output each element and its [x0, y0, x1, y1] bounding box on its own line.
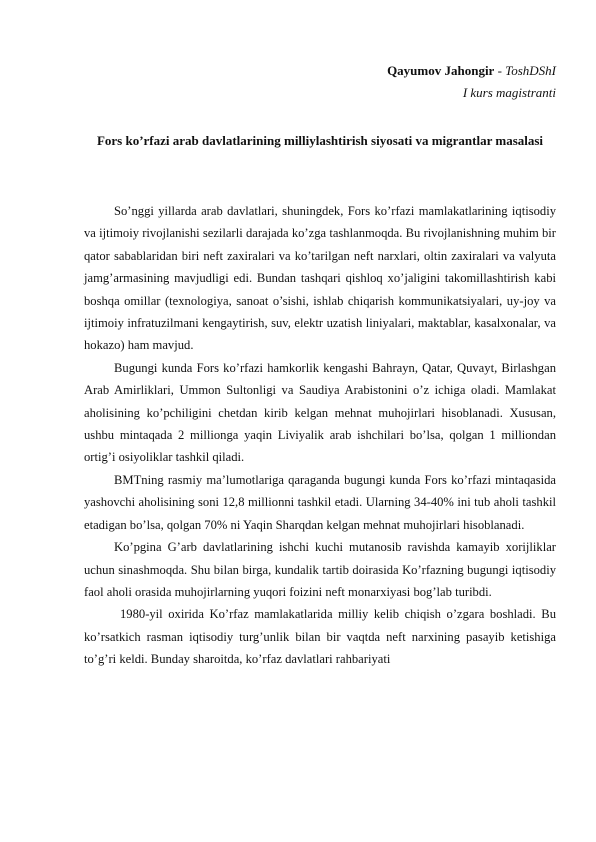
author-institution: ToshDShI	[505, 63, 556, 78]
document-body	[84, 200, 556, 671]
paragraph: Ko’pgina G’arb davlatlarining ishchi kuchi mutanosib ravishda kamayib xorijliklar uchun sinashmoqda. Shu bilan birga, kundalik tartib doirasida Ko’rfazning bugungi iqtisodiy faol aholi orasida muhojirlarning yuqori foizini neft monarxiyasi bog’lab turibdi.	[84, 540, 556, 599]
document-title: Fors ko’rfazi arab davlatlarining milliylashtirish siyosati va migrantlar masalasi	[96, 133, 544, 148]
author-name: Qayumov Jahongir	[387, 63, 495, 78]
paragraph: So’nggi yillarda arab davlatlari, shuningdek, Fors ko’rfazi mamlakatlarining iqtisodiy va ijtimoiy rivojlanishi sezilarli darajada ko’zga tashlanmoqda. Bu rivojlanishning muhim bir qator sabablaridan biri neft zaxiralari va ko’tarilgan neft narxlari, oltin zaxiralari va valyuta jamg’armasining mavjudligi edi. Bundan tashqari qishloq xo’jaligini takomillashtirish kabi boshqa omillar (texnologiya, sanoat o’sishi, ishlab chiqarish kommunikatsiyalari, uy-joy va ijtimoiy infratuzilmani kengaytirish, suv, elektr uzatish liniyalari, maktablar, kasalxonalar, va hokazo) ham mavjud.	[84, 204, 556, 353]
author-line	[387, 60, 556, 82]
paragraph: Bugungi kunda Fors ko’rfazi hamkorlik kengashi Bahrayn, Qatar, Quvayt, Birlashgan Arab Amirliklari, Ummon Sultonligi va Saudiya Arabistonini o’z ichiga oladi. Mamlakat aholisining ko’pchiligini chetdan kirib kelgan mehnat muhojirlari hisoblanadi. Xususan, ushbu mintaqada 2 millionga yaqin Liviyalik arab ishchilari bo’lsa, qolgan 1 milliondan ortig’i osiyoliklar tashkil qiladi.	[84, 360, 556, 465]
author-block	[387, 60, 556, 104]
author-position: I kurs magistranti	[462, 85, 556, 100]
paragraph: BMTning rasmiy ma’lumotlariga qaraganda bugungi kunda Fors ko’rfazi mintaqasida yashovchi aholisining soni 12,8 millionni tashkil etadi. Ularning 34-40% ini tub aholi tashkil etadigan bo’lsa, qolgan 70% ni Yaqin Sharqdan kelgan mehnat muhojirlari hisoblanadi.	[84, 472, 556, 532]
paragraph: 1980-yil oxirida Ko’rfaz mamlakatlarida milliy kelib chiqish o’zgara boshladi. Bu ko’rsatkich rasman iqtisodiy turg’unlik bilan bir vaqtda neft narxining pasayib ketishiga to’g’ri keldi. Bunday sharoitda, ko’rfaz davlatlari rahbariyati	[84, 607, 556, 667]
author-separator: -	[494, 63, 506, 78]
